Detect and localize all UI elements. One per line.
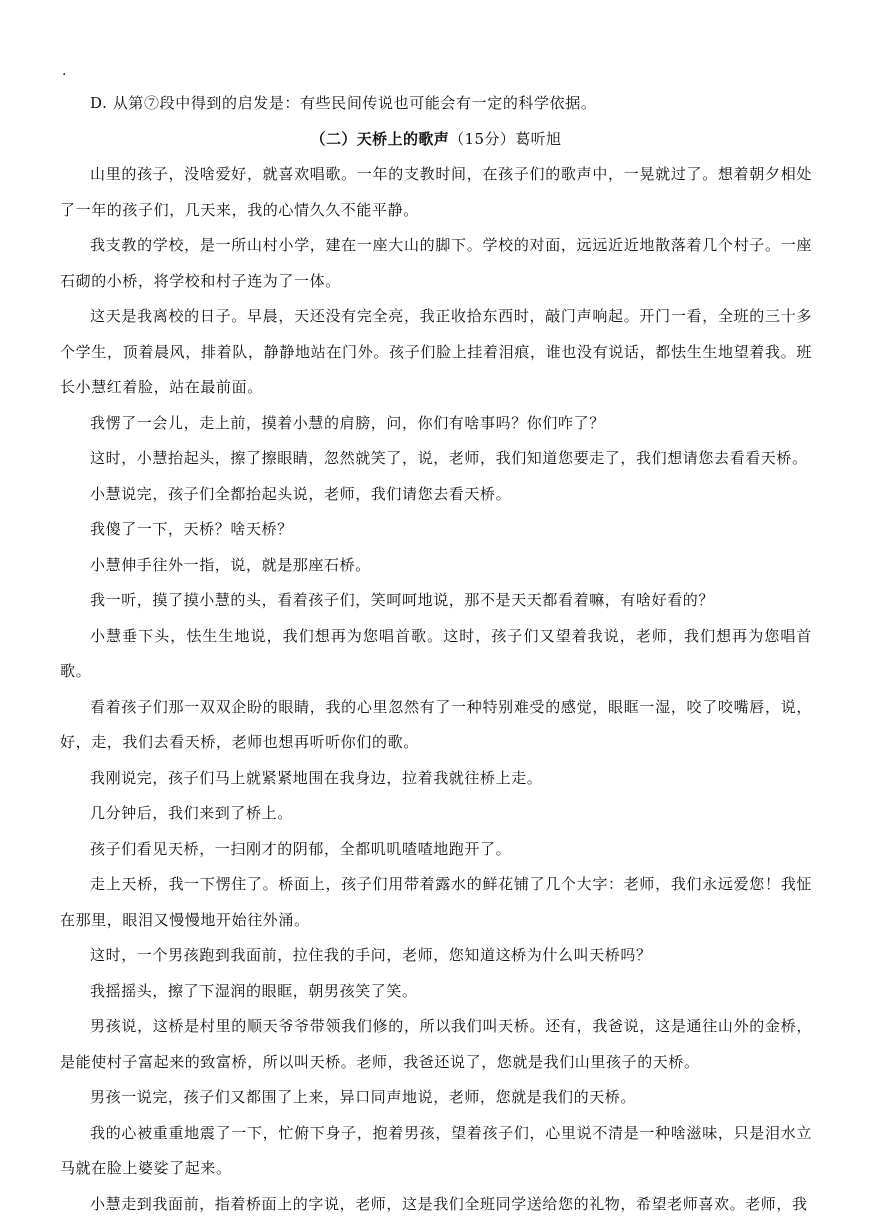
section-title — [60, 122, 812, 158]
paragraph: 这时，一个男孩跑到我面前，拉住我的手问，老师，您知道这桥为什么叫天桥吗？ — [90, 946, 652, 964]
document-page — [60, 86, 812, 1222]
paragraph: 山里的孩子，没啥爱好，就喜欢唱歌。一年的支教时间，在孩子们的歌声中，一晃就过了。想着朝夕相处了一年的孩子们，几天来，我的心情久久不能平静。 — [60, 165, 812, 219]
article-body — [60, 157, 812, 1222]
paragraph: 小慧垂下头，怯生生地说，我们想再为您唱首歌。这时，孩子们又望着我说，老师，我们想再为您唱首歌。 — [60, 626, 812, 680]
paragraph: 我傻了一下，天桥？啥天桥？ — [90, 520, 293, 538]
paragraph: 男孩说，这桥是村里的顺天爷爷带领我们修的，所以我们叫天桥。还有，我爸说，这是通往山外的金桥，是能使村子富起来的致富桥，所以叫天桥。老师，我爸还说了，您就是我们山里孩子的天桥。 — [60, 1017, 812, 1071]
paragraph: 我刚说完，孩子们马上就紧紧地围在我身边，拉着我就往桥上走。 — [90, 768, 543, 787]
section-score: （15分） — [449, 129, 516, 148]
paragraph: 我愣了一会儿，走上前，摸着小慧的肩膀，问，你们有啥事吗？你们咋了？ — [90, 413, 605, 432]
paragraph: 小慧说完，孩子们全都抬起头说，老师，我们请您去看天桥。 — [90, 484, 512, 503]
paragraph: 小慧伸手往外一指，说，就是那座石桥。 — [90, 555, 371, 574]
paragraph: 看着孩子们那一双双企盼的眼睛，我的心里忽然有了一种特别难受的感觉，眼眶一湿，咬了咬嘴唇，说，好，走，我们去看天桥，老师也想再听听你们的歌。 — [60, 697, 812, 751]
paragraph: 孩子们看见天桥，一扫刚才的阴郁，全都叽叽喳喳地跑开了。 — [90, 839, 512, 858]
page-mark: . — [62, 63, 67, 79]
paragraph: 我一听，摸了摸小慧的头，看着孩子们，笑呵呵地说，那不是天天都看着嘛，有啥好看的？ — [90, 591, 715, 609]
option-d: D. 从第⑦段中得到的启发是：有些民间传说也可能会有一定的科学依据。 — [90, 94, 597, 112]
paragraph: 我支教的学校，是一所山村小学，建在一座大山的脚下。学校的对面，远远近近地散落着几个村子。一座石砌的小桥，将学校和村子连为了一体。 — [60, 236, 812, 290]
paragraph: 我摇摇头，擦了下湿润的眼眶，朝男孩笑了笑。 — [90, 981, 418, 1000]
paragraph: 小慧走到我面前，指着桥面上的字说，老师，这是我们全班同学送给您的礼物，希望老师喜欢。老师，我 — [90, 1194, 808, 1213]
paragraph: 男孩一说完，孩子们又都围了上来，异口同声地说，老师，您就是我们的天桥。 — [90, 1088, 637, 1106]
section-author: 葛听旭 — [515, 129, 562, 148]
paragraph: 这天是我离校的日子。早晨，天还没有完全亮，我正收拾东西时，敲门声响起。开门一看，全班的三十多个学生，顶着晨风，排着队，静静地站在门外。孩子们脸上挂着泪痕，谁也没有说话，都怯生生地望着我。班长小慧红着脸，站在最前面。 — [60, 307, 812, 396]
paragraph: 我的心被重重地震了一下，忙俯下身子，抱着男孩，望着孩子们，心里说不清是一种啥滋味，只是泪水立马就在脸上婆娑了起来。 — [60, 1123, 812, 1177]
section-title-text: （二）天桥上的歌声 — [310, 129, 450, 148]
paragraph: 这时，小慧抬起头，擦了擦眼睛，忽然就笑了，说，老师，我们知道您要走了，我们想请您去看看天桥。 — [90, 449, 808, 467]
paragraph: 走上天桥，我一下愣住了。桥面上，孩子们用带着露水的鲜花铺了几个大字：老师，我们永远爱您！我怔在那里，眼泪又慢慢地开始往外涌。 — [60, 875, 812, 929]
paragraph: 几分钟后，我们来到了桥上。 — [90, 804, 293, 822]
